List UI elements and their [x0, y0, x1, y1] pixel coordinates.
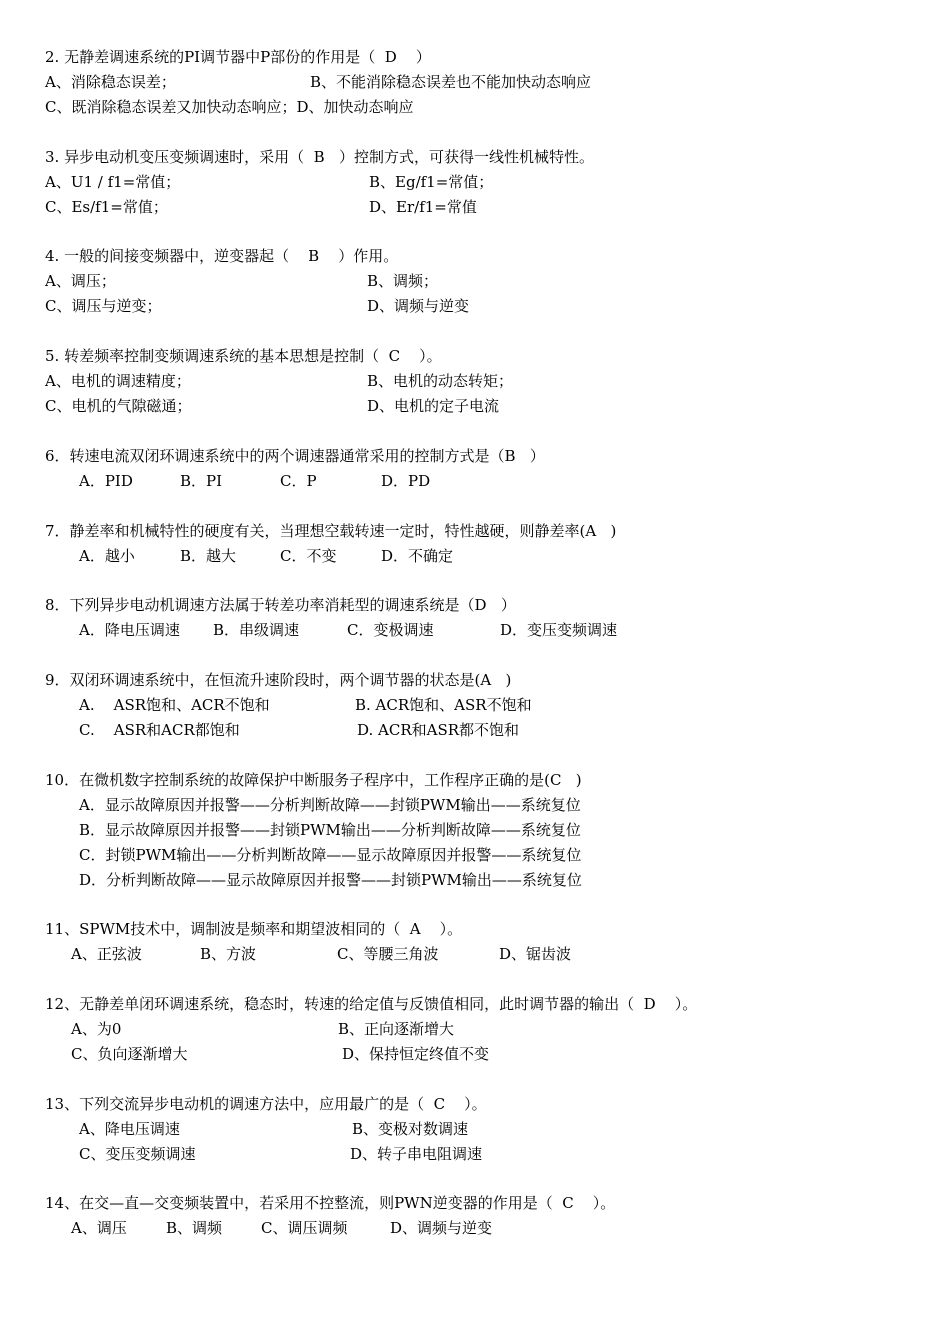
option-b: B、正向逐渐增大 [338, 1020, 455, 1038]
question-stem: 10．在微机数字控制系统的故障保护中断服务子程序中，工作程序正确的是(C ) [45, 771, 582, 789]
option-a: A. ASR饱和、ACR不饱和 [79, 696, 270, 714]
question-stem: 6．转速电流双闭环调速系统中的两个调速器通常采用的控制方式是（B ） [45, 447, 545, 465]
option-d: D．变压变频调速 [500, 621, 618, 639]
option-b: B、不能消除稳态误差也不能加快动态响应 [310, 73, 592, 91]
option-b: B．显示故障原因并报警——封锁PWM输出——分析判断故障——系统复位 [79, 821, 581, 839]
question-stem: 3. 异步电动机变压变频调速时，采用（ B ）控制方式，可获得一线性机械特性。 [45, 148, 594, 166]
question-stem: 11、SPWM技术中，调制波是频率和期望波相同的（ A ）。 [45, 920, 463, 938]
option-a: A、调压； [45, 272, 116, 290]
option-c: C、变压变频调速 [79, 1145, 196, 1163]
question-stem: 8．下列异步电动机调速方法属于转差功率消耗型的调速系统是（D ） [45, 596, 516, 614]
question-stem: 14、在交—直—交变频装置中，若采用不控整流，则PWN逆变器的作用是（ C ）。 [45, 1194, 616, 1212]
option-b: B、调频； [367, 272, 439, 290]
option-d: D、调频与逆变 [367, 297, 470, 315]
option-b: B、电机的动态转矩； [367, 372, 514, 390]
option-c: C. ASR和ACR都饱和 [79, 721, 240, 739]
option-d: D、电机的定子电流 [367, 397, 500, 415]
option-c: C、调压与逆变； [45, 297, 162, 315]
option-b: B．越大 [180, 547, 237, 565]
option-d: D、调频与逆变 [390, 1219, 493, 1237]
option-d: D．分析判断故障——显示故障原因并报警——封锁PWM输出——系统复位 [79, 871, 582, 889]
question-stem: 9．双闭环调速系统中，在恒流升速阶段时，两个调节器的状态是(A ) [45, 671, 512, 689]
option-c: C．变极调速 [347, 621, 434, 639]
question-stem: 12、无静差单闭环调速系统，稳态时，转速的给定值与反馈值相同，此时调节器的输出（ D ）。 [45, 995, 698, 1013]
option-c: C、Es/f1=常值； [45, 198, 168, 216]
option-d: D．PD [381, 472, 431, 490]
option-d: D. ACR和ASR都不饱和 [357, 721, 520, 739]
question-stem: 5. 转差频率控制变频调速系统的基本思想是控制（ C ）。 [45, 347, 442, 365]
option-c: C．不变 [280, 547, 337, 565]
option-a: A．降电压调速 [79, 621, 180, 639]
option-d: D．不确定 [381, 547, 454, 565]
option-a: A、消除稳态误差； [45, 73, 176, 91]
question-stem: 4. 一般的间接变频器中，逆变器起（ B ）作用。 [45, 247, 399, 265]
option-a: A．显示故障原因并报警——分析判断故障——封锁PWM输出——系统复位 [79, 796, 581, 814]
option-a: A、调压 [71, 1219, 127, 1237]
option-b: B、变极对数调速 [352, 1120, 469, 1138]
option-d: D、锯齿波 [499, 945, 572, 963]
option-b: B. ACR饱和、ASR不饱和 [355, 696, 532, 714]
option-c: C．P [280, 472, 317, 490]
option-b: B、调频 [166, 1219, 223, 1237]
question-stem: 7．静差率和机械特性的硬度有关，当理想空载转速一定时，特性越硬，则静差率(A ) [45, 522, 617, 540]
option-a: A、正弦波 [71, 945, 142, 963]
question-stem: 2. 无静差调速系统的PI调节器中P部份的作用是（ D ） [45, 48, 431, 66]
option-b: B．串级调速 [213, 621, 300, 639]
option-a: A、为0 [71, 1020, 122, 1038]
option-b: B．PI [180, 472, 223, 490]
option-c: C、电机的气隙磁通； [45, 397, 192, 415]
option-cd: C、既消除稳态误差又加快动态响应；D、加快动态响应 [45, 98, 414, 116]
option-c: C、负向逐渐增大 [71, 1045, 188, 1063]
option-d: D、转子串电阻调速 [350, 1145, 483, 1163]
option-c: C、等腰三角波 [337, 945, 439, 963]
option-a: A、电机的调速精度； [45, 372, 191, 390]
option-b: B、方波 [200, 945, 257, 963]
option-a: A、降电压调速 [79, 1120, 180, 1138]
option-b: B、Eg/f1=常值； [369, 173, 494, 191]
option-c: C．封锁PWM输出——分析判断故障——显示故障原因并报警——系统复位 [79, 846, 582, 864]
option-d: D、保持恒定终值不变 [342, 1045, 490, 1063]
option-c: C、调压调频 [261, 1219, 348, 1237]
option-a: A、U1 / f1=常值； [45, 173, 181, 191]
option-d: D、Er/f1=常值 [369, 198, 477, 216]
question-stem: 13、下列交流异步电动机的调速方法中，应用最广的是（ C ）。 [45, 1095, 487, 1113]
option-a: A．PID [79, 472, 133, 490]
option-a: A．越小 [79, 547, 135, 565]
